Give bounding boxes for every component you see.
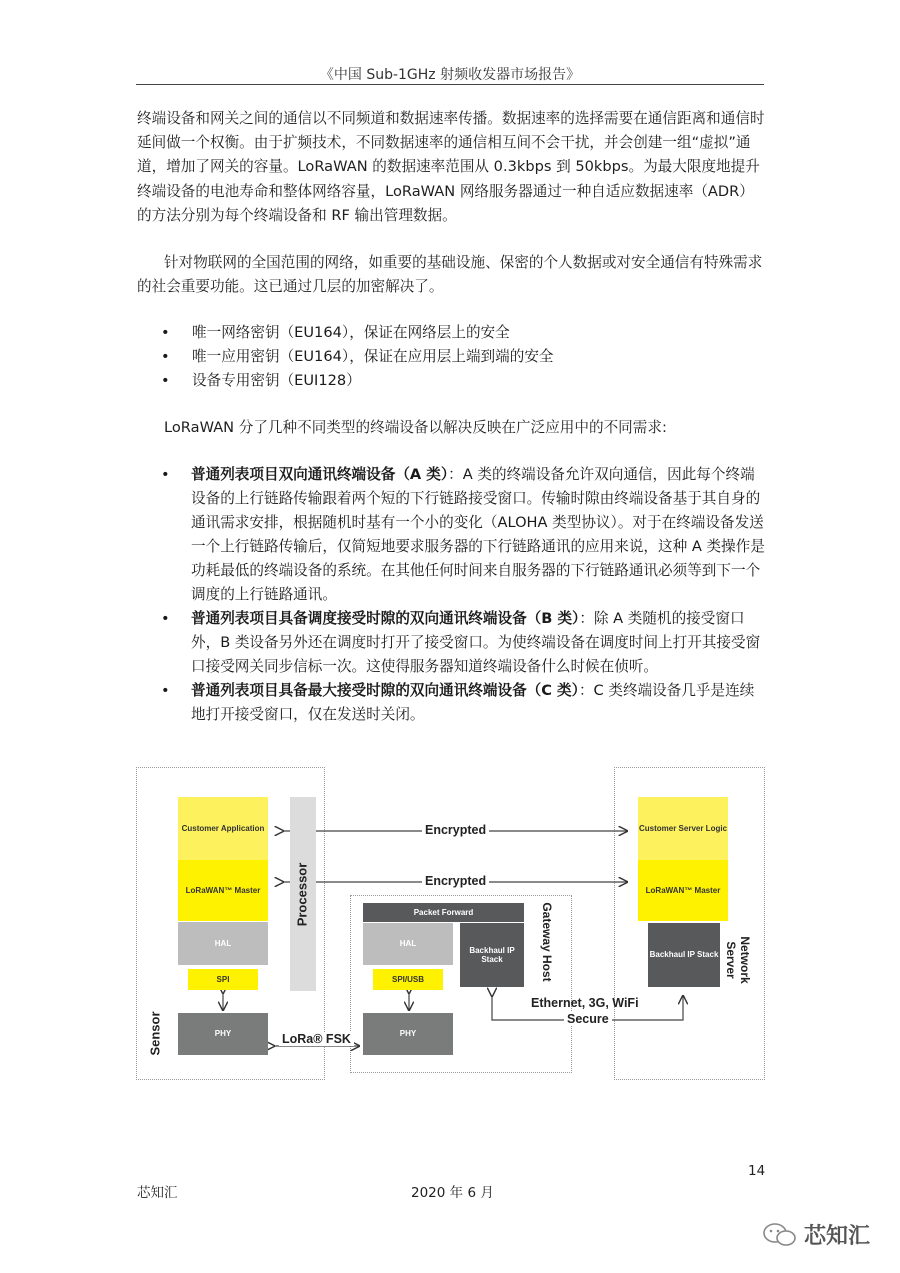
list-item: • 设备专用密钥（EUI128） [137, 369, 765, 393]
paragraph-data-rate [137, 107, 765, 228]
paragraph-classes-intro [164, 416, 764, 440]
list-item-class-a: • 普通列表项目双向通讯终端设备（A 类）：A 类的终端设备允许双向通信，因此每个终端设备的上行链路传输跟着两个短的下行链路接受窗口。传输时隙由终端设备基于其自身的通讯需求安排，根据随机时基有一个小的变化（ALOHA 类型协议）。对于在终端设备发送一个上行链路传输后，仅简短地要求服务器的下行链路通讯的应用来说，这种 A 类操作是功耗最低的终端设备的系统。在其他任何时间来自服务器的下行链路通讯必须等到下一个调度的上行链路通讯。 [137, 463, 765, 607]
packet-forward-block: Packet Forward [363, 903, 524, 922]
header-title: 《中国 Sub-1GHz 射频收发器市场报告》 [319, 67, 581, 83]
gateway-backhaul-block: Backhaul IP Stack [460, 923, 524, 987]
hal-block: HAL [178, 922, 268, 965]
header-rule [136, 84, 764, 85]
lorawan-architecture-diagram [133, 764, 766, 1082]
footer-left: 芯知汇 [137, 1185, 178, 1201]
lorawan-master-block: LoRaWAN™ Master [178, 860, 268, 921]
list-item-class-c: • 普通列表项目具备最大接受时隙的双向通讯终端设备（C 类）：C 类终端设备几乎是连续地打开接受窗口，仅在发送时关闭。 [137, 679, 765, 727]
encrypted-label-1: Encrypted [422, 823, 489, 837]
server-lorawan-master-block: LoRaWAN™ Master [638, 860, 728, 921]
ethernet-label: Ethernet, 3G, WiFi [531, 996, 639, 1010]
secure-label: Secure [564, 1012, 612, 1026]
network-server-label: Network Server [724, 936, 752, 984]
spi-block: SPI [188, 969, 258, 990]
class-list [137, 463, 765, 727]
list-item-class-b: • 普通列表项目具备调度接受时隙的双向通讯终端设备（B 类）：除 A 类随机的接受窗口外，B 类设备另外还在调度时打开了接受窗口。为使终端设备在调度时间上打开其接受窗口接受网关同步信标一次。这使得服务器知道终端设备什么时候在侦听。 [137, 607, 765, 679]
gateway-phy-block: PHY [363, 1013, 453, 1055]
list-item: • 唯一网络密钥（EU164），保证在网络层上的安全 [137, 321, 765, 345]
watermark [762, 1219, 870, 1250]
sensor-label: Sensor [147, 1011, 163, 1056]
key-list [137, 321, 765, 393]
phy-block: PHY [178, 1013, 268, 1055]
watermark-text: 芯知汇 [804, 1224, 871, 1249]
paragraph-2: 针对物联网的全国范围的网络，如重要的基础设施、保密的个人数据或对安全通信有特殊需求的社会重要功能。这已通过几层的加密解决了。 [137, 254, 763, 296]
gateway-host-label: Gateway Host [540, 902, 554, 982]
paragraph-1: 终端设备和网关之间的通信以不同频道和数据速率传播。数据速率的选择需要在通信距离和通信时延间做一个权衡。由于扩频技术，不同数据速率的通信相互间不会干扰，并会创建一组“虚拟”通道，增加了网关的容量。LoRaWAN 的数据速率范围从 0.3kbps 到 50kbps。为最大限度地提升终端设备的电池寿命和整体网络容量，LoRaWAN 网络服务器通过一种自适应数据速率（ADR）的方法分别为每个终端设备和 RF 输出管理数据。 [137, 110, 765, 224]
lora-fsk-label: LoRa® FSK [279, 1032, 354, 1046]
processor-label: Processor [294, 862, 310, 927]
gateway-hal-block: HAL [363, 923, 453, 965]
footer-date: 2020 年 6 月 [411, 1185, 494, 1201]
paragraph-3: LoRaWAN 分了几种不同类型的终端设备以解决反映在广泛应用中的不同需求: [164, 419, 667, 436]
wechat-icon [762, 1221, 798, 1249]
spi-usb-block: SPI/USB [373, 969, 443, 990]
customer-application-block: Customer Application [178, 797, 268, 860]
customer-server-logic-block: Customer Server Logic [638, 797, 728, 860]
server-backhaul-block: Backhaul IP Stack [648, 923, 720, 987]
page-number: 14 [748, 1163, 766, 1179]
encrypted-label-2: Encrypted [422, 874, 489, 888]
list-item: • 唯一应用密钥（EU164），保证在应用层上端到端的安全 [137, 345, 765, 369]
paragraph-security [137, 251, 765, 299]
